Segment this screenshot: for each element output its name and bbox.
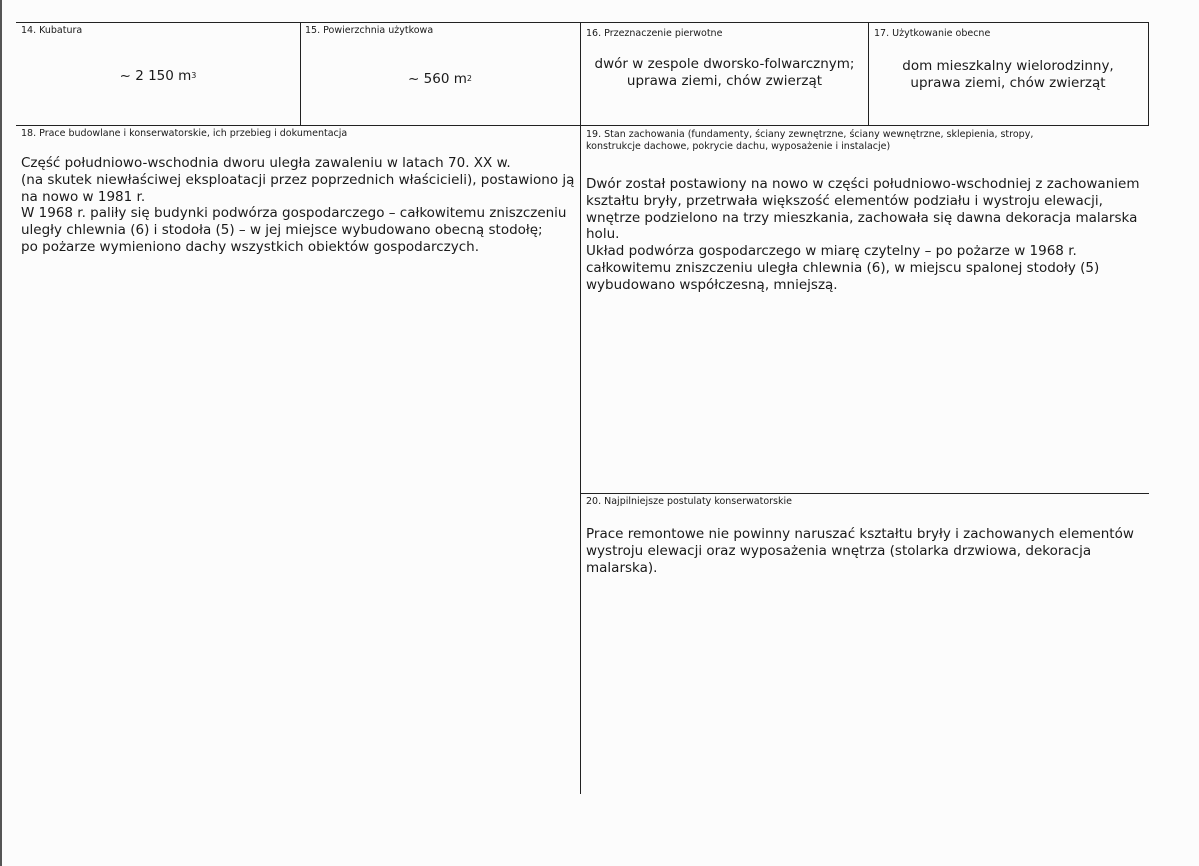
row-divider-1 (16, 125, 1149, 126)
field-16-line: dwór w zespole dworsko-folwarcznym; (594, 56, 855, 72)
field-17-line: dom mieszkalny wielorodzinny, (902, 58, 1114, 74)
field-18-text (21, 155, 577, 256)
field-18-line: uległy chlewnia (6) i stodoła (5) – w jej miejsce wybudowano obecną stodołę; (21, 222, 543, 239)
field-16-value (580, 56, 869, 90)
field-15-number: ~ 560 m (408, 71, 467, 87)
field-19-line: holu. (586, 226, 620, 243)
field-19-text (586, 176, 1146, 294)
field-19-line: Dwór został postawiony na nowo w części południowo-wschodniej z zachowaniem (586, 176, 1140, 192)
field-17-line: uprawa ziemi, chów zwierząt (910, 75, 1106, 91)
field-16-line: uprawa ziemi, chów zwierząt (626, 73, 823, 89)
field-18-line: po pożarze wymieniono dachy wszystkich obiektów gospodarczych. (21, 238, 480, 255)
field-20-label: 20. Najpilniejsze postulaty konserwatorskie (586, 496, 792, 507)
field-17-label: 17. Użytkowanie obecne (874, 28, 991, 39)
right-border (1148, 22, 1149, 126)
field-20-text (586, 526, 1146, 576)
field-19-line: wybudowano współczesną, mniejszą. (586, 276, 838, 293)
field-19-line: całkowitemu zniszczeniu uległa chlewnia (6), w miejscu spalonej stodoły (5) (586, 259, 1100, 276)
field-15-value (300, 71, 580, 88)
field-19-label (586, 129, 1146, 153)
field-15-label: 15. Powierzchnia użytkowa (305, 25, 434, 36)
field-19-line: wnętrze podzielono na trzy mieszkania, zachowała się dawna dekoracja malarska (586, 209, 1138, 226)
field-20-line: malarska). (586, 559, 658, 576)
top-border (16, 22, 1149, 23)
field-14-label: 14. Kubatura (21, 25, 83, 36)
field-18-line: (na skutek niewłaściwej eksploatacji przez poprzednich właścicieli), postawiono ją (21, 171, 575, 188)
scan-edge (0, 0, 2, 866)
row-divider-20 (580, 493, 1149, 494)
field-14-number: ~ 2 150 m (119, 68, 192, 84)
field-19-line: Układ podwórza gospodarczego w miarę czytelny – po pożarze w 1968 r. (586, 243, 1077, 260)
field-18-line: W 1968 r. paliły się budynki podwórza gospodarczego – całkowitemu zniszczeniu (21, 205, 567, 222)
field-15-unit-exp: 2 (466, 74, 472, 83)
field-20-line: Prace remontowe nie powinny naruszać kształtu bryły i zachowanych elementów (586, 526, 1134, 542)
field-20-line: wystroju elewacji oraz wyposażenia wnętrza (stolarka drzwiowa, dekoracja (586, 542, 1092, 559)
field-19-line: kształtu bryły, przetrwała większość elementów podziału i wystroju elewacji, (586, 192, 1103, 209)
field-18-label: 18. Prace budowlane i konserwatorskie, ich przebieg i dokumentacja (21, 128, 348, 139)
field-17-value (868, 58, 1148, 92)
field-14-unit-exp: 3 (191, 71, 197, 80)
field-14-value (16, 68, 300, 85)
field-18-line: Część południowo-wschodnia dworu uległa zawaleniu w latach 70. XX w. (21, 155, 511, 171)
field-16-label: 16. Przeznaczenie pierwotne (586, 28, 723, 39)
field-19-label-line: konstrukcje dachowe, pokrycie dachu, wyposażenie i instalacje) (586, 141, 891, 152)
col-divider-main (580, 22, 581, 794)
field-18-line: na nowo w 1981 r. (21, 188, 146, 205)
field-19-label-line: 19. Stan zachowania (fundamenty, ściany zewnętrzne, ściany wewnętrzne, sklepienia, stropy, (586, 129, 1034, 140)
